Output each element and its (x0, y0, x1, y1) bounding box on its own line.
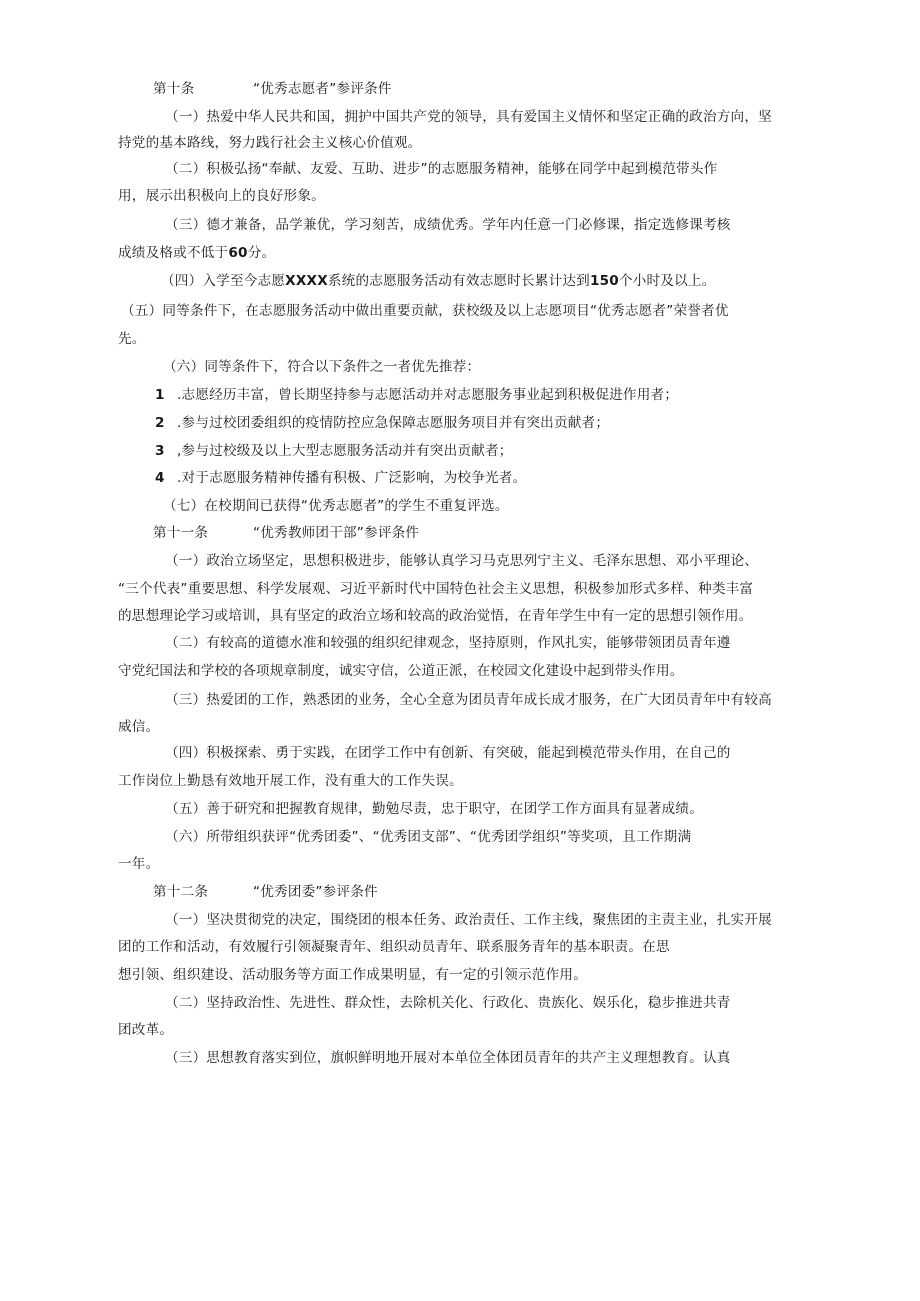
paragraph-line: 守党纪国法和学校的各项规章制度，诚实守信，公道正派，在校园文化建设中起到带头作用。 (118, 663, 684, 679)
article-number: 第十条 (153, 81, 195, 97)
paragraph-line: 工作岗位上勤恳有效地开展工作，没有重大的工作失误。 (118, 773, 463, 789)
paragraph-line: “三个代表”重要思想、科学发展观、习近平新时代中国特色社会主义思想，积极参加形式多样、种类丰富 (118, 581, 754, 597)
paragraph-line (161, 272, 716, 290)
list-number: 3 (155, 443, 165, 459)
system-name: XXXX (285, 273, 328, 289)
paragraph-line: （三）热爱团的工作，熟悉团的业务，全心全意为团员青年成长成才服务，在广大团员青年中有较高 (165, 692, 772, 708)
paragraph-line: 团的工作和活动，有效履行引领凝聚青年、组织动员青年、联系服务青年的基本职责。在思 (118, 939, 670, 955)
list-number: 4 (155, 470, 165, 486)
article-12-heading (153, 883, 378, 901)
text-run: 系统的志愿服务活动有效志愿时长累计达到 (327, 273, 590, 289)
text-run: 个小时及以上。 (618, 273, 716, 289)
text-run: 成绩及格或不低于 (118, 245, 229, 261)
paragraph-line: 团改革。 (118, 1022, 174, 1038)
list-text: .志愿经历丰富，曾长期坚持参与志愿活动并对志愿服务事业起到积极促进作用者； (177, 387, 679, 403)
article-number: 第十二条 (153, 884, 209, 900)
paragraph-line: 一年。 (118, 856, 160, 872)
article-title: “优秀志愿者”参评条件 (253, 81, 392, 97)
score-number: 60 (228, 245, 248, 261)
article-11-heading (153, 524, 419, 542)
paragraph-line: 威信。 (118, 719, 160, 735)
hours-number: 150 (589, 273, 619, 289)
article-title: “优秀团委”参评条件 (253, 884, 378, 900)
article-10-heading (153, 80, 392, 98)
paragraph-line: 用，展示出积极向上的良好形象。 (118, 188, 325, 204)
article-title: “优秀教师团干部”参评条件 (253, 525, 420, 541)
paragraph-line (118, 244, 275, 262)
list-item (155, 414, 609, 432)
list-item (155, 442, 513, 460)
paragraph-line: （二）积极弘扬“奉献、友爱、互助、进步”的志愿服务精神，能够在同学中起到模范带头作 (165, 161, 718, 177)
text-run: 分。 (247, 245, 276, 261)
paragraph-line: （一）政治立场坚定，思想积极进步，能够认真学习马克思列宁主义、毛泽东思想、邓小平理论、 (165, 553, 759, 569)
list-number: 2 (155, 415, 165, 431)
list-item (155, 469, 526, 487)
list-number: 1 (155, 387, 165, 403)
article-number: 第十一条 (153, 525, 209, 541)
paragraph-line: （二）有较高的道德水准和较强的组织纪律观念，坚持原则，作风扎实，能够带领团员青年遵 (165, 635, 731, 651)
list-item (155, 386, 678, 404)
paragraph-line: 的思想理论学习或培训，具有坚定的政治立场和较高的政治觉悟，在青年学生中有一定的思想引领作用。 (118, 608, 753, 624)
paragraph-line: （三）思想教育落实到位，旗帜鲜明地开展对本单位全体团员青年的共产主义理想教育。认真 (165, 1050, 731, 1066)
paragraph-line: （七）在校期间已获得“优秀志愿者”的学生不重复评选。 (163, 498, 509, 514)
paragraph-line: （三）德才兼备，品学兼优，学习刻苦，成绩优秀。学年内任意一门必修课，指定选修课考核 (165, 217, 731, 233)
paragraph-line: 想引领、组织建设、活动服务等方面工作成果明显，有一定的引领示范作用。 (118, 967, 587, 983)
paragraph-line: （四）积极探索、勇于实践，在团学工作中有创新、有突破，能起到模范带头作用，在自己的 (165, 745, 731, 761)
list-text: ,参与过校级及以上大型志愿服务活动并有突出贡献者； (177, 443, 513, 459)
paragraph-line: （五）同等条件下，在志愿服务活动中做出重要贡献，获校级及以上志愿项目“优秀志愿者”荣誉者优 (121, 303, 729, 319)
paragraph-line: （六）所带组织获评“优秀团委”、“优秀团支部”、“优秀团学组织”等奖项，且工作期满 (165, 829, 692, 845)
paragraph-line: （六）同等条件下，符合以下条件之一者优先推荐： (163, 359, 481, 375)
paragraph-line: 先。 (118, 331, 146, 347)
list-text: .参与过校团委组织的疫情防控应急保障志愿服务项目并有突出贡献者； (177, 415, 610, 431)
list-text: .对于志愿服务精神传播有积极、广泛影响，为校争光者。 (177, 470, 527, 486)
paragraph-line: （五）善于研究和把握教育规律，勤勉尽责，忠于职守，在团学工作方面具有显著成绩。 (165, 801, 703, 817)
paragraph-line: 持党的基本路线，努力践行社会主义核心价值观。 (118, 135, 422, 151)
paragraph-line: （二）坚持政治性、先进性、群众性，去除机关化、行政化、贵族化、娱乐化，稳步推进共青 (165, 995, 731, 1011)
paragraph-line: （一）坚决贯彻党的决定，围绕团的根本任务、政治责任、工作主线，聚焦团的主责主业，扎实开展 (165, 912, 772, 928)
paragraph-line: （一）热爱中华人民共和国，拥护中国共产党的领导，具有爱国主义情怀和坚定正确的政治方向，坚 (165, 109, 772, 125)
text-run: （四）入学至今志愿 (161, 273, 286, 289)
